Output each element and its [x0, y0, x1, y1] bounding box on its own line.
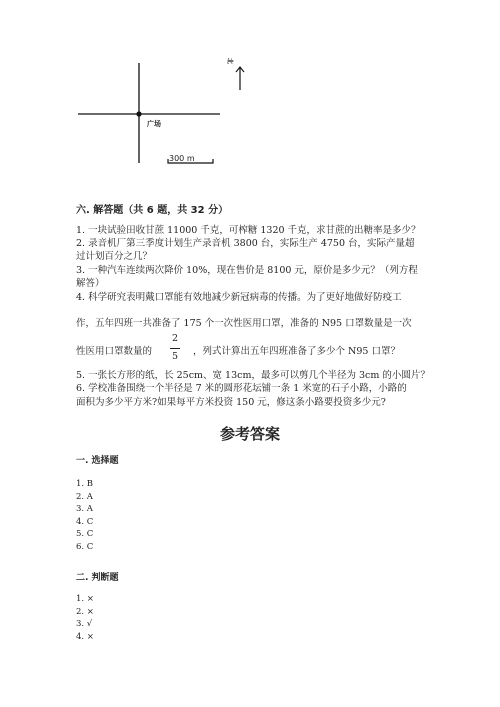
question-2-line-1: 2. 录音机厂第三季度计划生产录音机 3800 台，实际生产 4750 台，实际产量超 [76, 238, 415, 249]
question-3-line-2: 解答） [76, 278, 105, 289]
square-label: 广场 [147, 120, 161, 128]
question-6-line-1: 6. 学校准备围绕一个半径是 7 米的圆形花坛铺一条 1 米宽的石子小路，小路的 [76, 383, 407, 394]
list-item: 6. C [76, 541, 94, 552]
question-6-line-2: 面积为多少平方米?如果每平方米投资 150 元，修这条小路要投资多少元? [76, 397, 386, 408]
question-4-line-2: 作，五年四班一共准备了 175 个一次性医用口罩，准备的 N95 口罩数量是一次 [76, 318, 412, 329]
scale-label: 300 m [169, 154, 195, 163]
square-point [136, 111, 141, 116]
answers-part-1-list [76, 478, 93, 553]
answers-part-2-title: 二. 判断题 [76, 573, 119, 583]
list-item: 4. C [76, 516, 94, 527]
question-1: 1. 一块试验田收甘蔗 11000 千克，可榨糖 1320 千克，求甘蔗的出糖率是多少？ [76, 225, 421, 236]
list-item: 1. × [76, 594, 94, 604]
list-item: 3. A [76, 504, 93, 514]
question-4-line-1: 4. 科学研究表明戴口罩能有效地减少新冠病毒的传播。为了更好地做好防疫工 [76, 292, 402, 303]
question-3-line-1: 3. 一种汽车连续两次降价 10%，现在售价是 8100 元，原价是多少元？（列方程 [76, 265, 418, 276]
question-4-line-3-suffix: ，列式计算出五年四班准备了多少个 N95 口罩？ [193, 346, 400, 357]
list-item: 1. B [76, 479, 94, 489]
north-arrow-icon [235, 66, 245, 91]
list-item: 2. × [76, 606, 94, 617]
answers-part-2-list [76, 593, 94, 643]
list-item: 3. √ [76, 619, 93, 629]
answers-part-1-title: 一. 选择题 [76, 456, 119, 466]
answers-title: 参考答案 [219, 425, 280, 443]
north-label: 北 [226, 58, 233, 65]
section-6-title: 六. 解答题（共 6 题，共 32 分） [76, 205, 229, 216]
fraction-bar [170, 348, 180, 349]
question-5: 5. 一张长方形的纸，长 25cm、宽 13cm，最多可以剪几个半径为 3cm 的小圆片？ [76, 370, 430, 381]
list-item: 2. A [76, 491, 93, 502]
fraction-denominator: 5 [171, 351, 179, 362]
fraction-numerator: 2 [171, 333, 179, 344]
list-item: 5. C [76, 529, 94, 539]
question-2-line-2: 过计划百分之几？ [76, 251, 153, 262]
list-item: 4. × [76, 631, 94, 642]
question-4-line-3-prefix: 性医用口罩数量的 [76, 346, 153, 357]
